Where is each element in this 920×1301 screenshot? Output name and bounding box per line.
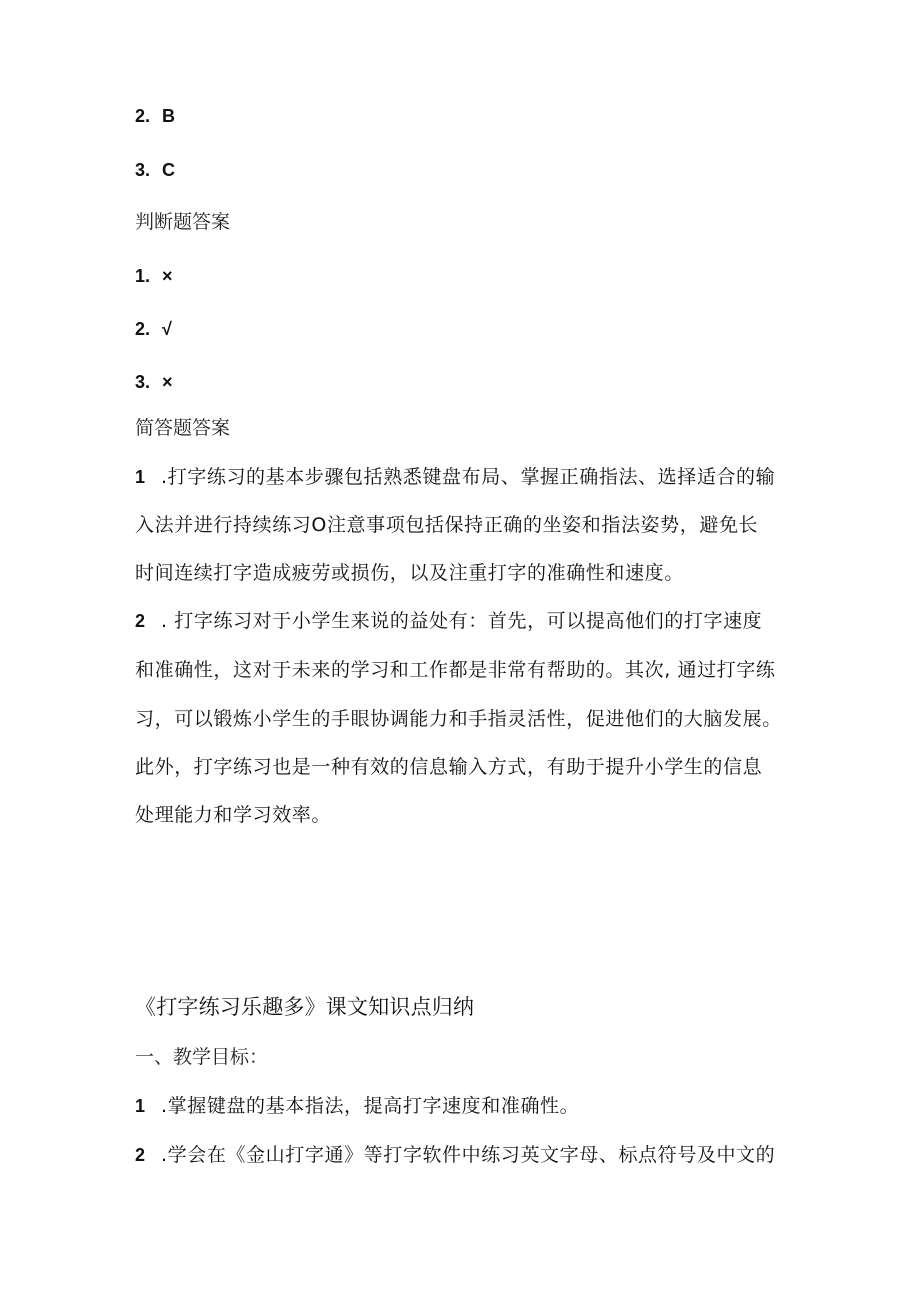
answer-value: B (162, 106, 176, 126)
short-answer-line: 处理能力和学习效率。 (135, 804, 332, 826)
judgment-answer-item (135, 317, 172, 341)
answer-value: × (162, 266, 173, 286)
item-number: 2 (135, 611, 146, 631)
objectives-heading: 一、教学目标： (135, 1046, 269, 1068)
short-answer-line: 习，可以锻炼小学生的手眼协调能力和手指灵活性，促进他们的大脑发展。 (135, 708, 782, 730)
objective-item (135, 1094, 579, 1118)
answer-value: C (162, 160, 176, 180)
answer-text: .打字练习的基本步骤包括熟悉键盘布局、掌握正确指法、选择适合的输 (161, 466, 776, 488)
short-answer-line: 时间连续打字造成疲劳或损伤，以及注重打字的准确性和速度。 (135, 562, 684, 584)
judgment-heading: 判断题答案 (135, 211, 231, 233)
choice-answer-item (135, 158, 175, 182)
short-answer-line: 和准确性，这对于未来的学习和工作都是非常有帮助的。其次, 通过打字练 (135, 659, 776, 681)
item-number: 3. (135, 160, 151, 180)
short-answer-line: 入法并进行持续练习O注意事项包括保持正确的坐姿和指法姿势，避免长 (135, 514, 759, 536)
objective-text: .掌握键盘的基本指法，提高打字速度和准确性。 (161, 1095, 580, 1117)
answer-value: √ (162, 319, 172, 339)
short-answer-line (135, 465, 775, 489)
objective-item (135, 1143, 775, 1167)
choice-answer-item (135, 104, 175, 128)
section-title: 《打字练习乐趣多》课文知识点归纳 (135, 995, 475, 1019)
short-answer-heading: 简答题答案 (135, 417, 231, 439)
item-number: 1. (135, 266, 151, 286)
item-number: 1 (135, 1096, 146, 1116)
judgment-answer-item (135, 264, 173, 288)
answer-value: × (162, 372, 173, 392)
answer-text: . 打字练习对于小学生来说的益处有：首先，可以提高他们的打字速度 (161, 610, 763, 632)
short-answer-line (135, 609, 762, 633)
objective-text: .学会在《金山打字通》等打字软件中练习英文字母、标点符号及中文的 (161, 1144, 776, 1166)
item-number: 2. (135, 319, 151, 339)
item-number: 2 (135, 1145, 146, 1165)
item-number: 1 (135, 467, 146, 487)
item-number: 2. (135, 106, 151, 126)
item-number: 3. (135, 372, 151, 392)
judgment-answer-item (135, 370, 173, 394)
short-answer-line: 此外，打字练习也是一种有效的信息输入方式，有助于提升小学生的信息 (135, 756, 763, 778)
